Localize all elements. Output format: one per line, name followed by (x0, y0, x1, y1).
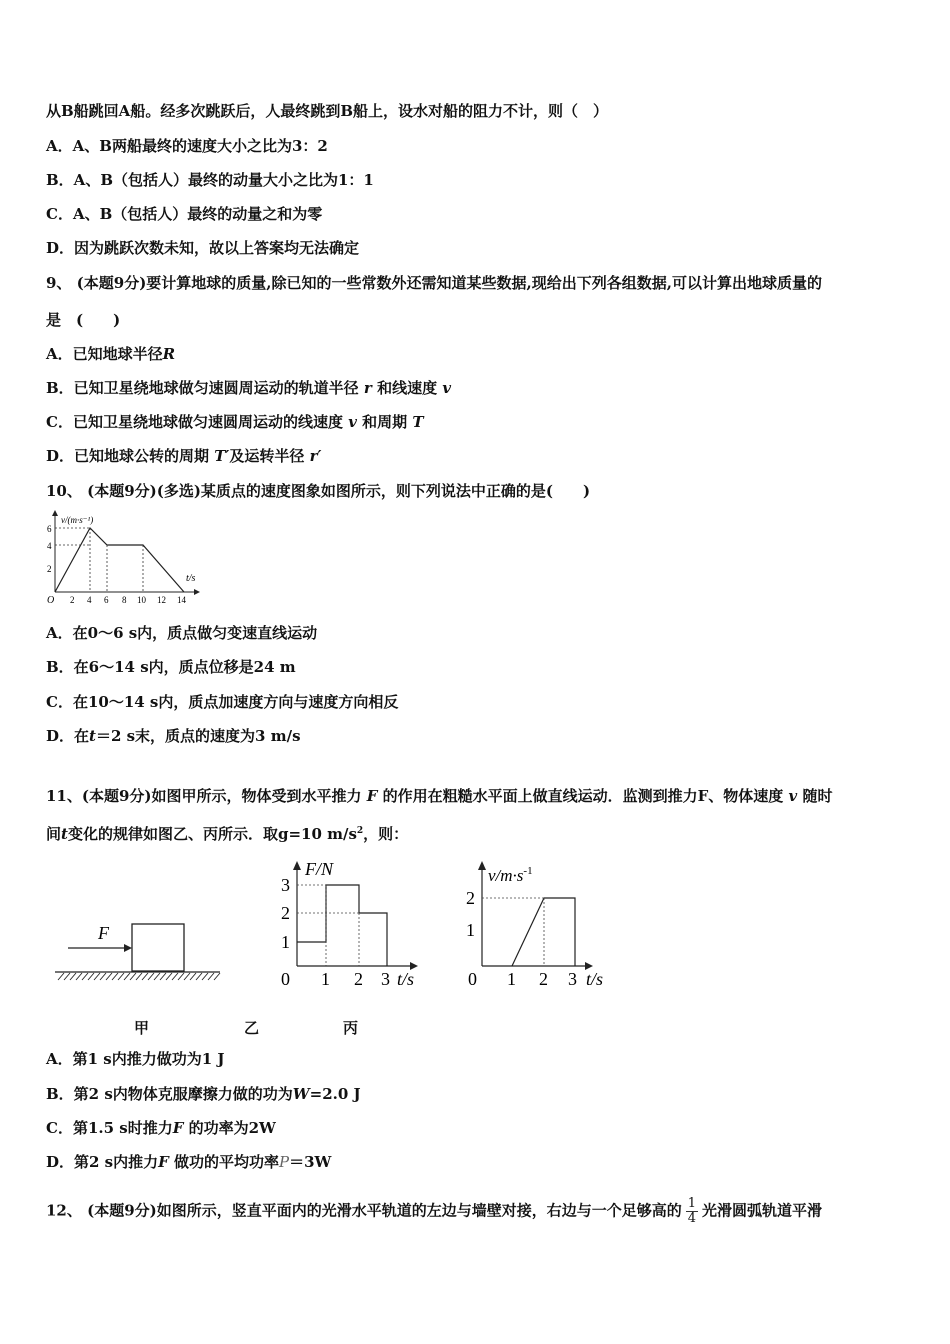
q11-bing-ytick-1: 1 (466, 920, 475, 940)
ground-hatch-line (172, 973, 178, 980)
q10-option-b: B．在6～14 s内，质点位移是24 m (46, 658, 296, 676)
q10-velocity-graph (44, 510, 214, 605)
q12-frac-num: 1 (687, 1196, 697, 1211)
ground-hatch-line (70, 973, 76, 980)
q11-caption-yi: 乙 (244, 1019, 260, 1037)
q11-option-a: A．第1 s内推力做功为1 J (46, 1050, 225, 1068)
q11-stem2-c: ，则： (363, 825, 409, 843)
q10-xlabel: t/s (186, 573, 196, 584)
q8-option-a: A．A、B两船最终的速度大小之比为3：2 (46, 137, 328, 155)
q11-stem2-a: 间 (46, 825, 62, 843)
ground-hatch-line (196, 973, 202, 980)
q11-bing-xtick-2: 2 (539, 969, 548, 989)
q11-yi-xlabel: t/s (397, 969, 415, 989)
q11-stem-line2 (46, 821, 408, 844)
ground-hatch-line (214, 973, 220, 980)
q10-ytick-4: 4 (47, 541, 52, 551)
q9-c-text1: C．已知卫星绕地球做匀速圆周运动的线速度 (46, 413, 343, 431)
q9-d-text1: D．已知地球公转的周期 (46, 447, 210, 465)
q10-origin: O (47, 595, 55, 605)
q10-d-var: t (89, 727, 96, 745)
q10-option-c: C．在10～14 s内，质点加速度方向与速度方向相反 (46, 693, 399, 711)
ground-hatch-line (160, 973, 166, 980)
q8-option-b: B．A、B（包括人）最终的动量大小之比为1：1 (46, 171, 374, 189)
q10-ytick-6: 6 (47, 524, 52, 534)
q11-yi-xtick-1: 1 (321, 969, 330, 989)
q11-yi-xtick-2: 2 (354, 969, 363, 989)
q11-d-text3: ＝3W (289, 1153, 332, 1171)
q11-caption-jia: 甲 (134, 1019, 150, 1037)
q11-stem2-b: 变化的规律如图乙、丙所示．取g=10 m/s (67, 825, 357, 843)
ground-hatch-line (76, 973, 82, 980)
q10-ytick-2: 2 (47, 564, 52, 574)
q10-xtick-10: 10 (137, 595, 146, 605)
q11-option-c (46, 1118, 276, 1138)
q10-option-d (46, 726, 301, 746)
q11-block (132, 924, 184, 971)
q9-c-var2: T (412, 413, 424, 431)
ground-hatch-line (208, 973, 214, 980)
q11-d-text2: 做功的平均功率 (174, 1153, 280, 1171)
q11-yi-ytick-3: 3 (281, 875, 290, 895)
q11-yi-origin: 0 (281, 969, 290, 989)
q11-yi-ylabel: F/N (305, 859, 334, 879)
ground-hatch-line (118, 973, 124, 980)
q11-bing-ylabel-sup: -1 (523, 865, 533, 877)
q11-stem-line1 (46, 786, 833, 806)
q11-c-text1: C．第1.5 s时推力 (46, 1119, 173, 1137)
ground-hatch-line (154, 973, 160, 980)
ground-hatch-line (106, 973, 112, 980)
q11-bing-xtick-1: 1 (507, 969, 516, 989)
q11-bing-ylabel-main: v/m·s (488, 866, 524, 885)
ground-hatch-line (94, 973, 100, 980)
q11-b-text1: B．第2 s内物体克服摩擦力做的功为 (46, 1085, 293, 1103)
ground-hatch-line (166, 973, 172, 980)
ground-hatch-line (82, 973, 88, 980)
q9-option-c (46, 412, 424, 432)
ground-hatch-line (178, 973, 184, 980)
q8-intro: 从B船跳回A船。经多次跳跃后，人最终跳到B船上，设水对船的阻力不计，则（ ） (46, 102, 608, 120)
q9-d-text2: 及运转半径 (229, 447, 305, 465)
q11-force-label: F (98, 923, 109, 943)
q11-yi-ytick-2: 2 (281, 903, 290, 923)
q11-c-var: F (172, 1119, 184, 1137)
q10-xtick-14: 14 (177, 595, 186, 605)
q11-bing-ylabel (488, 865, 533, 885)
q9-d-var2: r′ (309, 447, 322, 465)
q10-d-text1: D．在 (46, 727, 90, 745)
ground-hatch-line (112, 973, 118, 980)
q9-c-text2: 和周期 (362, 413, 408, 431)
q10-option-a: A．在0～6 s内，质点做匀变速直线运动 (46, 624, 318, 642)
q9-d-var1: T′ (214, 447, 230, 465)
q11-caption-bing: 丙 (343, 1019, 359, 1037)
q9-stem-line1: 9、 (本题9分)要计算地球的质量,除已知的一些常数外还需知道某些数据,现给出下列各组数据,可以计算出地球质量的 (46, 274, 822, 292)
q9-a-text: A．已知地球半径 (46, 345, 163, 363)
q11-d-text1: D．第2 s内推力 (46, 1153, 159, 1171)
ground-hatch-line (184, 973, 190, 980)
q11-d-symbol: P (279, 1153, 290, 1171)
q11-stem2-var: t (61, 825, 68, 843)
q11-stem1-var1: F (366, 787, 378, 805)
q11-bing-ytick-2: 2 (466, 888, 475, 908)
q10-xtick-6: 6 (104, 595, 109, 605)
q11-option-d (46, 1152, 331, 1172)
q12-frac-den: 4 (687, 1211, 697, 1226)
q12-fraction (686, 1197, 698, 1226)
q9-stem-line2: 是 ( ) (46, 311, 121, 329)
ground-hatch-line (130, 973, 136, 980)
q11-b-text2: =2.0 J (309, 1085, 361, 1103)
q11-bing-origin: 0 (468, 969, 477, 989)
q10-xtick-8: 8 (122, 595, 127, 605)
q11-bing-xlabel: t/s (586, 969, 604, 989)
q12-stem-b: 光滑圆弧轨道平滑 (702, 1201, 823, 1220)
q8-option-c: C．A、B（包括人）最终的动量之和为零 (46, 205, 323, 223)
q11-fig-jia (50, 915, 225, 985)
q11-d-var: F (158, 1153, 169, 1171)
q9-option-a (46, 344, 175, 364)
q11-yi-xtick-3: 3 (381, 969, 390, 989)
q8-option-d: D．因为跳跃次数未知，故以上答案均无法确定 (46, 239, 360, 257)
q11-fig-bing (460, 858, 620, 991)
ground-hatch-line (136, 973, 142, 980)
ground-hatch-line (190, 973, 196, 980)
q9-b-var1: r (363, 379, 372, 397)
q11-option-b (46, 1084, 361, 1104)
ground-hatch-line (124, 973, 130, 980)
q10-ylabel: v/(m·s⁻¹) (61, 515, 94, 525)
ground-hatch-line (64, 973, 70, 980)
q10-d-text2: ＝2 s末，质点的速度为3 m/s (95, 727, 301, 745)
q11-stem1-a: 11、(本题9分)如图甲所示，物体受到水平推力 (46, 787, 362, 805)
q11-yi-ytick-1: 1 (281, 932, 290, 952)
q9-b-text1: B．已知卫星绕地球做匀速圆周运动的轨道半径 (46, 379, 359, 397)
q9-b-var2: v (442, 379, 452, 397)
ground-hatch-line (88, 973, 94, 980)
q9-option-d (46, 446, 321, 466)
q9-a-var: R (162, 345, 176, 363)
ground-hatch-line (142, 973, 148, 980)
q11-b-var: W (292, 1085, 310, 1103)
q11-stem1-var2: v (788, 787, 798, 805)
q11-fig-yi (275, 856, 430, 991)
q11-stem1-c: 随时 (802, 787, 833, 805)
ground-hatch-line (100, 973, 106, 980)
q12-stem (46, 1197, 822, 1226)
q9-option-b (46, 378, 451, 398)
q10-xtick-2: 2 (70, 595, 75, 605)
q10-xtick-4: 4 (87, 595, 92, 605)
q9-c-var1: v (348, 413, 357, 431)
q11-stem1-b: 的作用在粗糙水平面上做直线运动．监测到推力F、物体速度 (382, 787, 784, 805)
ground-hatch-line (202, 973, 208, 980)
q11-bing-xtick-3: 3 (568, 969, 577, 989)
ground-hatch-line (58, 973, 64, 980)
q10-xtick-12: 12 (157, 595, 166, 605)
q10-stem: 10、 (本题9分)(多选)某质点的速度图象如图所示，则下列说法中正确的是( ) (46, 482, 591, 500)
q11-c-text2: 的功率为2W (188, 1119, 276, 1137)
q9-b-text2: 和线速度 (377, 379, 438, 397)
ground-hatch-line (148, 973, 154, 980)
q12-stem-a: 12、 (本题9分)如图所示，竖直平面内的光滑水平轨道的左边与墙壁对接，右边与一个足够高的 (46, 1201, 682, 1220)
q11-stem2-sup: 2 (356, 826, 364, 836)
